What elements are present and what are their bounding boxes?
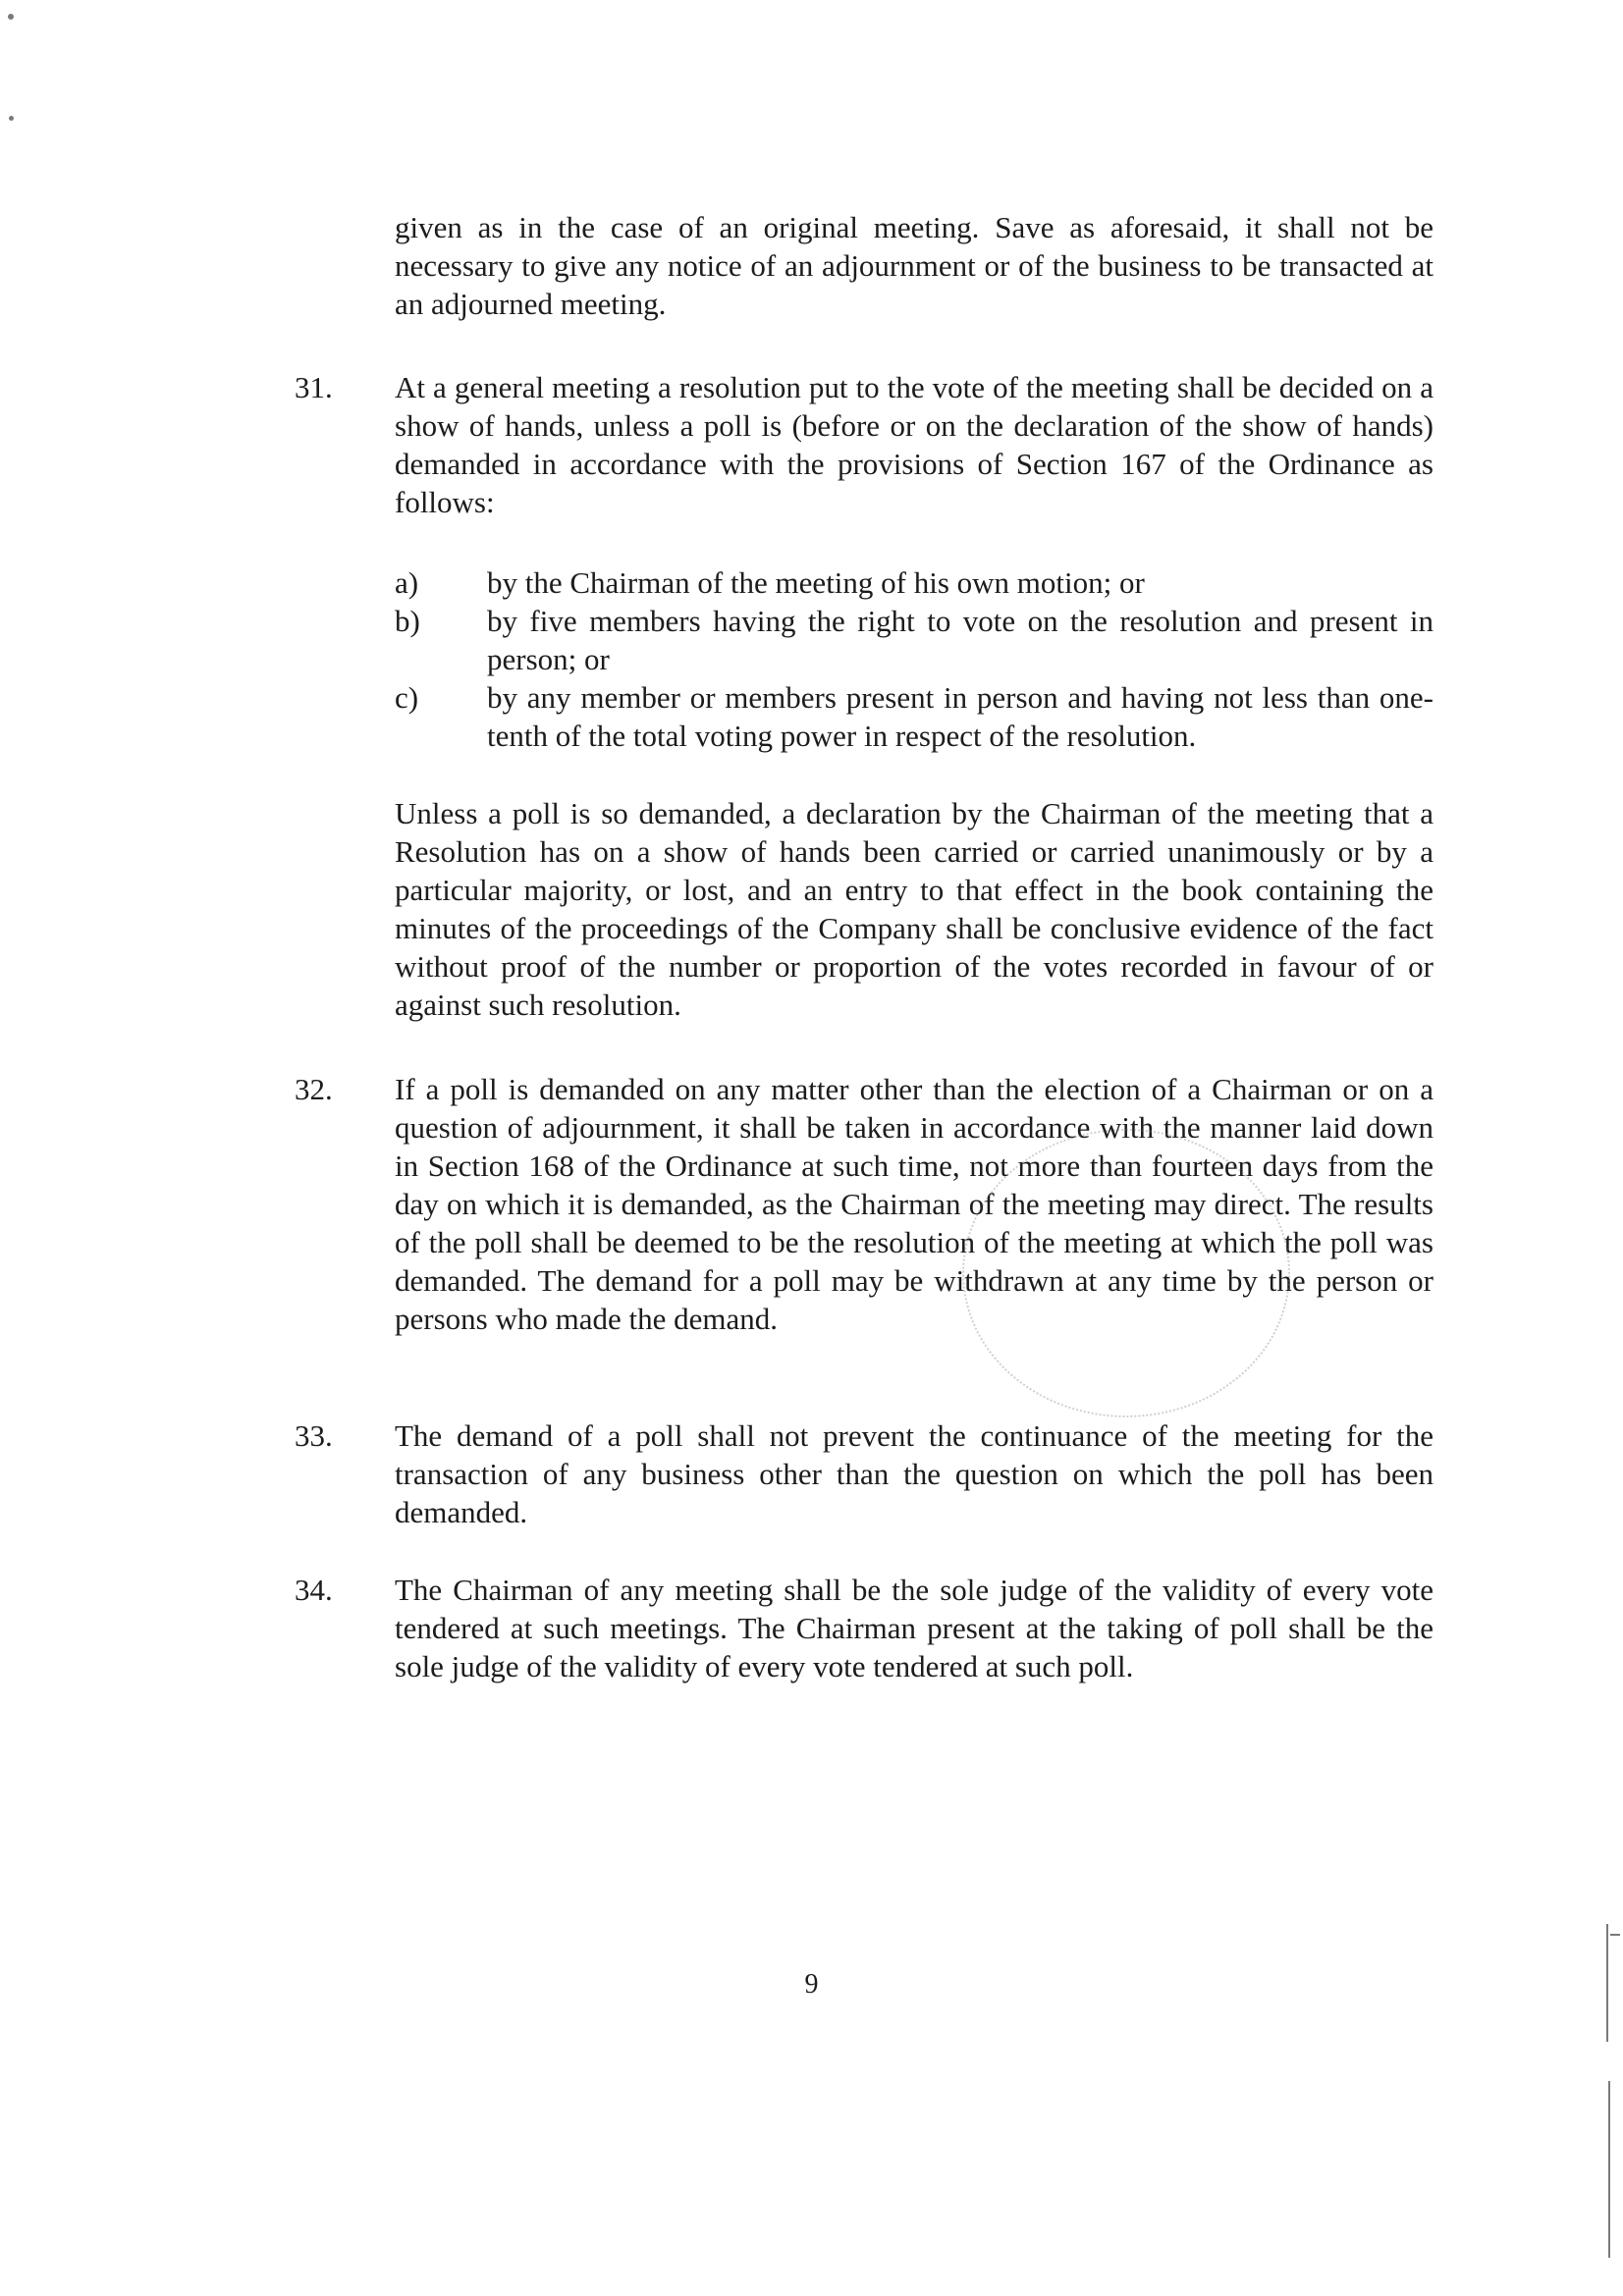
page-number: 9	[804, 1969, 819, 2000]
clause-number-34: 34.	[295, 1573, 333, 1607]
clause-32-text: If a poll is demanded on any matter other than the election of a Chairman or on a question of adjournment, it shall be taken in accordance with the manner laid down in Section 168 of the Ordinance at such time, not more than fourteen days from the day on which it is demanded, as the Chairman of the meeting may direct. The results of the poll shall be deemed to be the resolution of the meeting at which the poll was demanded. The demand for a poll may be withdrawn at any time by the person or persons who made the demand.	[395, 1072, 1434, 1336]
continuation-paragraph: given as in the case of an original meeting. Save as aforesaid, it shall not be necessary to give any notice of an adjournment or of the business to be transacted at an adjourned meeting.	[395, 210, 1434, 321]
clause-33-text: The demand of a poll shall not prevent the continuance of the meeting for the transaction of any business other than the question on which the poll has been demanded.	[395, 1418, 1434, 1529]
clause-number-32: 32.	[295, 1072, 333, 1106]
clause-31-item-c-label: c)	[395, 680, 419, 715]
scan-mark-upper	[9, 116, 14, 121]
clause-number-33: 33.	[295, 1418, 333, 1453]
clause-31-item-b-label: b)	[395, 604, 420, 638]
clause-31-intro: At a general meeting a resolution put to the vote of the meeting shall be decided on a show of hands, unless a poll is (before or on the declaration of the show of hands) demanded in accordance with the provisions of Section 167 of the Ordinance as follows:	[395, 370, 1434, 519]
clause-31-item-a-label: a)	[395, 565, 419, 600]
clause-31-item-b-text: by five members having the right to vote on the resolution and present in person; or	[487, 604, 1434, 676]
scan-edge-tick	[1610, 1934, 1620, 1936]
clause-31-item-a-text: by the Chairman of the meeting of his own motion; or	[487, 565, 1145, 600]
scan-mark-top	[8, 14, 14, 20]
clause-34-text: The Chairman of any meeting shall be the sole judge of the validity of every vote tendered at such meetings. The Chairman present at the taking of poll shall be the sole judge of the validity of every vote tendered at such poll.	[395, 1573, 1434, 1683]
scan-edge-line-1	[1606, 1924, 1608, 2042]
clause-31-conclusion: Unless a poll is so demanded, a declaration by the Chairman of the meeting that a Resolution has on a show of hands been carried or carried unanimously or by a particular majority, or lost, and an entry to that effect in the book containing the minutes of the proceedings of the Company shall be conclusive evidence of the fact without proof of the number or proportion of the votes recorded in favour of or against such resolution.	[395, 796, 1434, 1022]
scan-edge-line-2	[1608, 2081, 1610, 2258]
clause-number-31: 31.	[295, 370, 333, 404]
clause-31-item-c-text: by any member or members present in person and having not less than one-tenth of the total voting power in respect of the resolution.	[487, 680, 1434, 753]
